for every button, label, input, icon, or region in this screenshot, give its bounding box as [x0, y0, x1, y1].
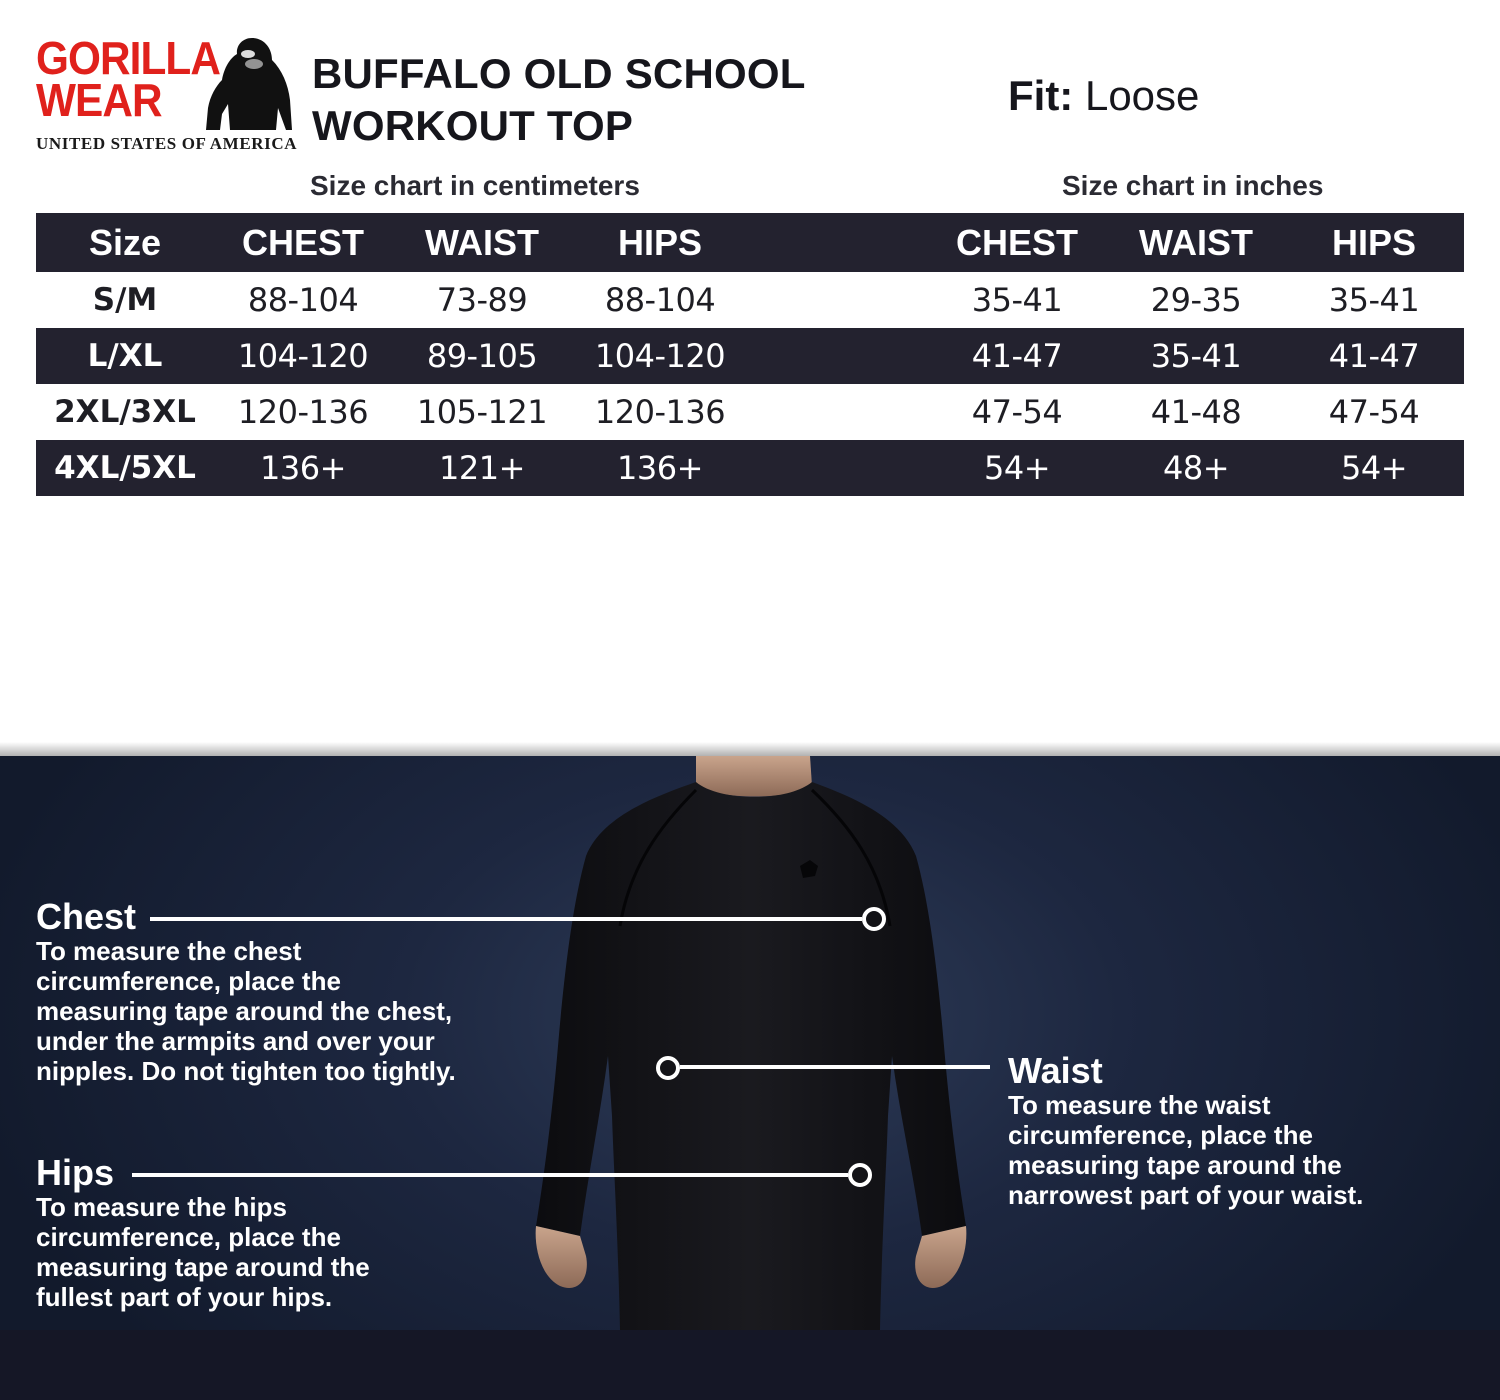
in-hips-cell: 47-54 [1328, 393, 1420, 431]
cm-chart-heading: Size chart in centimeters [310, 170, 640, 201]
fit-value: Loose [1084, 72, 1200, 119]
hips-pointer-dot [848, 1163, 872, 1187]
table-header-row [36, 213, 1464, 272]
in-chest-cell: 47-54 [971, 393, 1063, 431]
panel-footer-band [0, 1330, 1500, 1400]
waist-description: To measure the waist circumference, place the measuring tape around the narrowest part of your waist. [1008, 1090, 1364, 1210]
header-cm-chest: CHEST [241, 221, 365, 263]
hips-title: Hips [36, 1152, 115, 1193]
in-chest-cell: 54+ [983, 449, 1051, 487]
chest-description: To measure the chest circumference, place the measuring tape around the chest, under the armpits and over your nipples. Do not tighten too tightly. [36, 936, 456, 1086]
hips-pointer-line [132, 1173, 848, 1177]
table-row [36, 384, 1464, 440]
in-waist-cell: 29-35 [1150, 281, 1242, 319]
waist-pointer-line [680, 1065, 990, 1069]
cm-waist-cell: 121+ [439, 449, 525, 487]
cm-waist-cell: 73-89 [436, 281, 528, 319]
chest-title: Chest [36, 896, 137, 937]
product-title [312, 48, 806, 152]
logo-wordmark-line1: GORILLA [36, 32, 220, 84]
size-cell: 2XL/3XL [54, 394, 196, 430]
cm-hips-cell: 120-136 [594, 393, 726, 431]
cm-chest-cell: 88-104 [247, 281, 359, 319]
header-in-chest: CHEST [955, 221, 1079, 263]
header-size: Size [88, 221, 162, 263]
size-cell: L/XL [87, 338, 163, 374]
fit-label: Fit: [1008, 72, 1074, 119]
measurement-guide-panel [0, 756, 1500, 1400]
in-waist-cell: 48+ [1162, 449, 1230, 487]
product-title-line2: WORKOUT TOP [312, 102, 634, 149]
fit-info [1008, 72, 1199, 120]
table-row [36, 440, 1464, 496]
cm-chest-cell: 104-120 [237, 337, 369, 375]
cm-hips-cell: 88-104 [604, 281, 716, 319]
cm-hips-cell: 136+ [617, 449, 703, 487]
inch-chart-heading: Size chart in inches [1062, 170, 1324, 201]
in-chest-cell: 35-41 [971, 281, 1063, 319]
model-figure-illustration [520, 756, 1000, 1330]
in-hips-cell: 35-41 [1328, 281, 1420, 319]
chest-pointer-line [150, 917, 862, 921]
header-cm-hips: HIPS [617, 221, 703, 263]
hips-description: To measure the hips circumference, place the measuring tape around the fullest part of your hips. [36, 1192, 370, 1312]
cm-chest-cell: 120-136 [237, 393, 369, 431]
gorilla-wear-logo [36, 32, 298, 154]
cm-waist-cell: 105-121 [416, 393, 548, 431]
cm-hips-cell: 104-120 [594, 337, 726, 375]
in-waist-cell: 41-48 [1150, 393, 1242, 431]
cm-waist-cell: 89-105 [426, 337, 538, 375]
waist-pointer-dot [656, 1056, 680, 1080]
header-in-hips: HIPS [1331, 221, 1417, 263]
gorilla-icon [202, 34, 294, 132]
size-cell: 4XL/5XL [54, 450, 196, 486]
size-chart-table [36, 213, 1464, 496]
cm-chest-cell: 136+ [260, 449, 346, 487]
in-waist-cell: 35-41 [1150, 337, 1242, 375]
in-hips-cell: 54+ [1340, 449, 1408, 487]
chest-pointer-dot [862, 907, 886, 931]
table-row [36, 328, 1464, 384]
size-cell: S/M [92, 282, 158, 318]
product-title-line1: BUFFALO OLD SCHOOL [312, 50, 806, 97]
in-hips-cell: 41-47 [1328, 337, 1420, 375]
logo-wordmark-line2: WEAR [36, 74, 162, 126]
in-chest-cell: 41-47 [971, 337, 1063, 375]
logo-subtitle: UNITED STATES OF AMERICA [36, 134, 298, 153]
table-row [36, 272, 1464, 328]
header-cm-waist: WAIST [425, 221, 539, 263]
waist-title: Waist [1008, 1050, 1103, 1091]
header-in-waist: WAIST [1139, 221, 1253, 263]
